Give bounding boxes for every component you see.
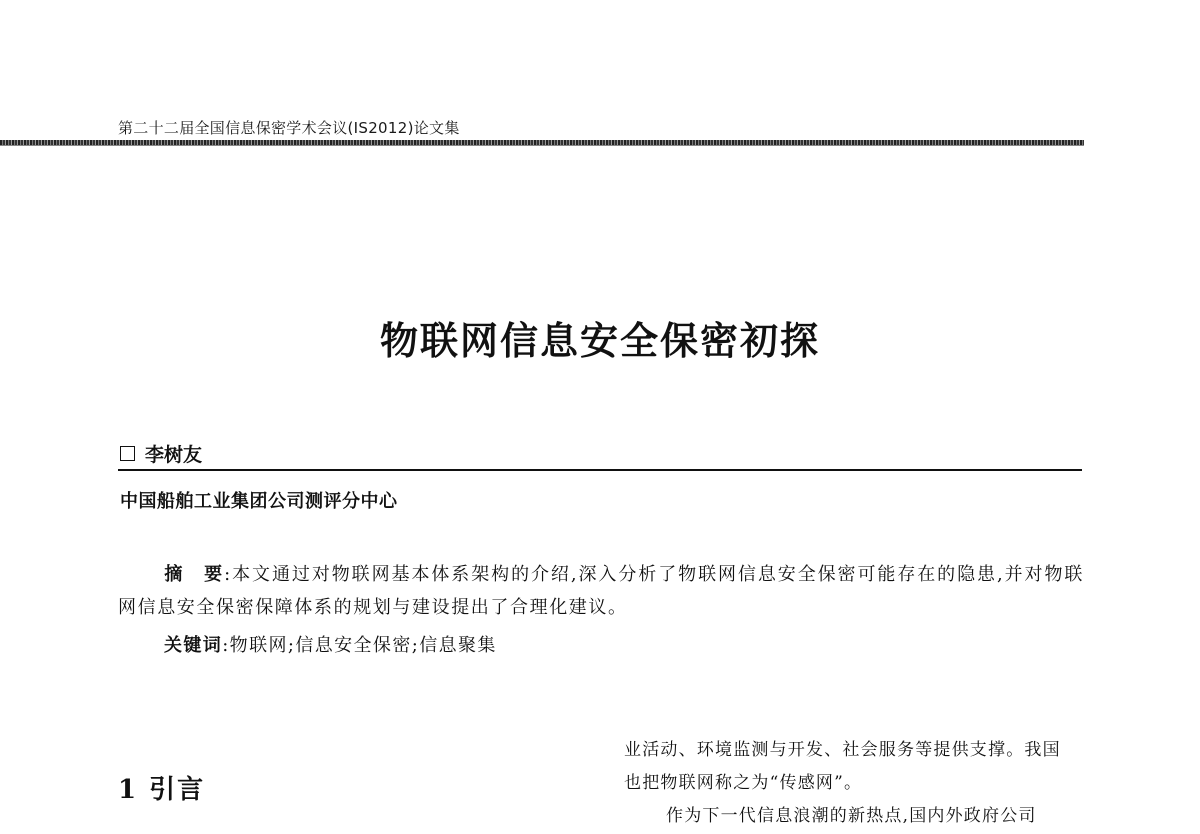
right-column-line: 业活动、环境监测与开发、社会服务等提供支撑。我国 bbox=[624, 740, 1061, 760]
keywords-separator: : bbox=[222, 635, 230, 656]
author-rule bbox=[118, 469, 1082, 471]
abstract-label: 摘 要 bbox=[164, 564, 225, 585]
abstract-separator: : bbox=[224, 564, 232, 585]
abstract bbox=[118, 558, 1084, 624]
keywords bbox=[164, 631, 497, 657]
paper-title: 物联网信息安全保密初探 bbox=[379, 318, 820, 363]
running-header: 第二十二届全国信息保密学术会议(IS2012)论文集 bbox=[118, 119, 460, 137]
right-column-text bbox=[624, 734, 1086, 833]
keywords-text: 物联网;信息安全保密;信息聚集 bbox=[229, 635, 497, 656]
right-column-line: 也把物联网称之为“传感网”。 bbox=[624, 773, 863, 793]
author-line bbox=[120, 440, 202, 467]
right-column-paragraph: 作为下一代信息浪潮的新热点,国内外政府公司 bbox=[666, 806, 1037, 826]
keywords-label: 关键词 bbox=[164, 635, 223, 656]
author-name: 李树友 bbox=[145, 444, 203, 466]
author-box-icon bbox=[120, 446, 135, 461]
header-rule-underline bbox=[0, 145, 1084, 146]
section-heading-introduction: 1 引言 bbox=[118, 775, 206, 805]
abstract-text: 本文通过对物联网基本体系架构的介绍,深入分析了物联网信息安全保密可能存在的隐患,并对物联网信息安全保密保障体系的规划与建设提出了合理化建议。 bbox=[118, 564, 1084, 618]
affiliation: 中国船舶工业集团公司测评分中心 bbox=[120, 491, 398, 512]
